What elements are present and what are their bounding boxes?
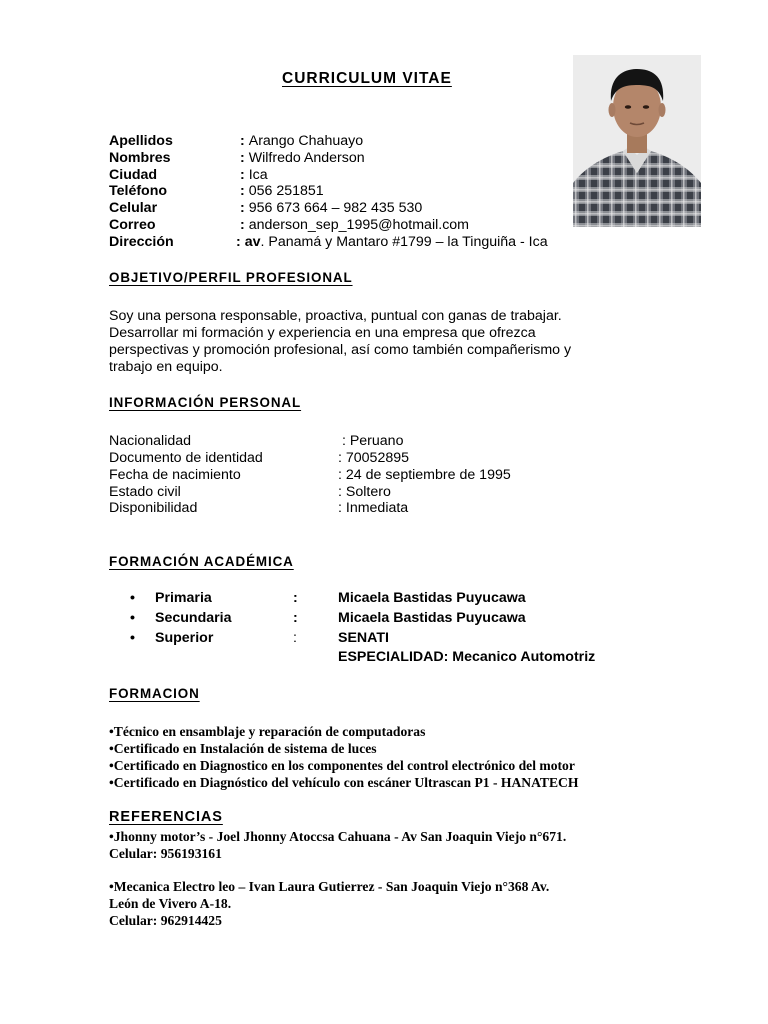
contact-label: Dirección (109, 233, 174, 250)
personal-value: : 24 de septiembre de 1995 (338, 467, 511, 483)
personal-row (109, 433, 403, 449)
training-item: •Técnico en ensamblaje y reparación de computadoras (109, 724, 426, 739)
contact-label: Correo (109, 216, 156, 233)
contact-label: Apellidos (109, 133, 173, 149)
contact-value: 956 673 664 – 982 435 530 (248, 200, 423, 217)
academic-separator: : (293, 590, 298, 606)
objetivo-line: perspectivas y promoción profesional, así como también compañerismo y (109, 342, 572, 358)
academic-separator: : (293, 630, 297, 646)
contact-separator: : (240, 166, 245, 183)
personal-value: : Soltero (338, 484, 391, 500)
section-heading-referencias: REFERENCIAS (109, 809, 223, 825)
academic-row-superior (130, 630, 389, 646)
contact-row-apellidos (109, 133, 548, 150)
address-value: . Panamá y Mantaro #1799 – la Tinguiña - Ica (260, 233, 548, 250)
personal-row (109, 500, 408, 516)
reference-line: Celular: 962914425 (109, 913, 222, 928)
contact-separator: : (240, 133, 245, 149)
contact-separator: : (240, 216, 245, 233)
objetivo-line: trabajo en equipo. (109, 359, 223, 375)
academic-label: Superior (155, 630, 214, 646)
contact-value: 056 251851 (248, 183, 324, 200)
contact-label: Nombres (109, 149, 171, 166)
contact-row-celular (109, 200, 548, 217)
academic-value: SENATI (338, 630, 389, 646)
training-item: •Certificado en Instalación de sistema de luces (109, 741, 377, 756)
contact-separator: : (240, 149, 245, 166)
reference-line: León de Vivero A-18. (109, 896, 232, 911)
contact-label: Celular (109, 200, 158, 217)
email-value: anderson_sep_1995@hotmail.com (248, 216, 469, 233)
bullet-icon: • (130, 590, 135, 606)
section-heading-academica: FORMACIÓN ACADÉMICA (109, 554, 294, 569)
personal-row (109, 484, 391, 500)
reference-line: Celular: 956193161 (109, 846, 222, 861)
contact-block (109, 133, 548, 251)
portrait-photo (573, 55, 701, 227)
objetivo-paragraph (109, 308, 629, 376)
reference-line: •Jhonny motor’s - Joel Jhonny Atoccsa Cahuana - Av San Joaquin Viejo n°671. (109, 829, 567, 844)
personal-label: Disponibilidad (109, 500, 198, 516)
reference-line: •Mecanica Electro leo – Ivan Laura Gutierrez - San Joaquin Viejo n°368 Av. (109, 879, 550, 894)
bullet-icon: • (130, 630, 135, 646)
contact-row-correo (109, 217, 548, 234)
personal-label: Fecha de nacimiento (109, 467, 241, 483)
personal-label: Estado civil (109, 484, 181, 500)
academic-value: Micaela Bastidas Puyucawa (338, 590, 526, 606)
contact-label: Teléfono (109, 183, 168, 200)
contact-row-telefono (109, 183, 548, 200)
academic-separator: : (293, 610, 298, 626)
training-item: •Certificado en Diagnóstico del vehículo con escáner Ultrascan P1 - HANATECH (109, 775, 579, 790)
academic-label: Primaria (155, 590, 212, 606)
contact-value (245, 234, 548, 251)
address-prefix: av (244, 233, 261, 250)
contact-value: Arango Chahuayo (248, 133, 364, 149)
academic-row-primaria (130, 590, 526, 606)
personal-label: Nacionalidad (109, 433, 192, 449)
section-heading-objetivo: OBJETIVO/PERFIL PROFESIONAL (109, 270, 353, 285)
section-heading-formacion: FORMACION (109, 686, 200, 701)
academic-row-secundaria (130, 610, 526, 626)
section-heading-personal: INFORMACIÓN PERSONAL (109, 395, 302, 410)
academic-specialty: ESPECIALIDAD: Mecanico Automotriz (338, 649, 596, 665)
personal-row (109, 450, 409, 466)
personal-value: : 70052895 (338, 450, 410, 466)
personal-row (109, 467, 511, 483)
portrait-icon (573, 55, 701, 227)
personal-value: : Inmediata (338, 500, 409, 516)
objetivo-line: Desarrollar mi formación y experiencia en una empresa que ofrezca (109, 325, 536, 341)
personal-value: : Peruano (338, 433, 404, 449)
bullet-icon: • (130, 610, 135, 626)
objetivo-line: Soy una persona responsable, proactiva, puntual con ganas de trabajar. (109, 308, 562, 324)
contact-value: Ica (248, 166, 268, 183)
academic-label: Secundaria (155, 610, 232, 626)
academic-value: Micaela Bastidas Puyucawa (338, 610, 526, 626)
page-title: CURRICULUM VITAE (282, 70, 452, 87)
contact-row-nombres (109, 150, 548, 167)
contact-value: Wilfredo Anderson (248, 149, 365, 166)
contact-separator: : (240, 183, 245, 200)
training-item: •Certificado en Diagnostico en los componentes del control electrónico del motor (109, 758, 575, 773)
contact-row-ciudad (109, 167, 548, 184)
contact-separator: : (236, 233, 241, 250)
contact-row-direccion (109, 234, 548, 251)
contact-label: Ciudad (109, 166, 158, 183)
contact-separator: : (240, 200, 245, 217)
personal-label: Documento de identidad (109, 450, 263, 466)
